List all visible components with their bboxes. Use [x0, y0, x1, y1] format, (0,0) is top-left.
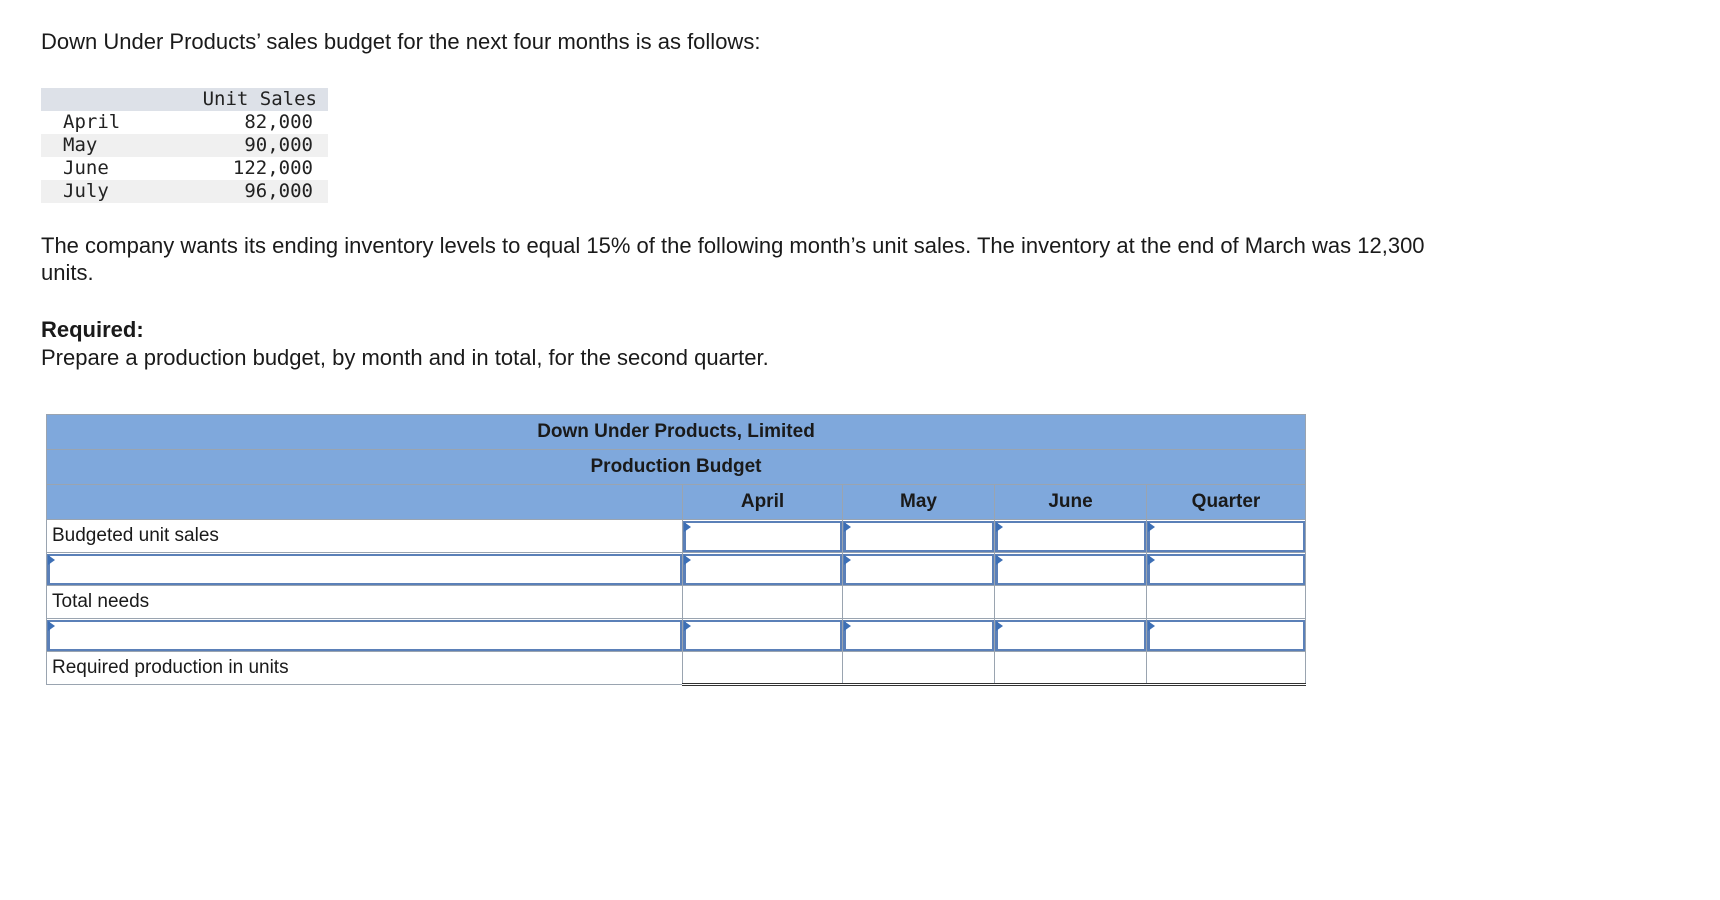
line-item-2-june-input[interactable] — [995, 620, 1146, 651]
line-item-2-label-cell — [47, 619, 683, 652]
sales-month: April — [41, 111, 188, 134]
row-label-total-needs: Total needs — [47, 586, 683, 619]
col-header-quarter: Quarter — [1147, 485, 1306, 520]
cell-april — [683, 520, 843, 553]
line-item-1-label-cell — [47, 553, 683, 586]
sales-budget-table — [41, 88, 328, 203]
total-needs-quarter-value — [1147, 586, 1306, 619]
production-budget-table — [46, 414, 1306, 686]
cell-june — [995, 520, 1147, 553]
required-production-april-value — [683, 652, 843, 685]
budgeted-sales-quarter-input[interactable] — [1147, 521, 1305, 552]
required-production-may-value — [843, 652, 995, 685]
cell-june — [995, 619, 1147, 652]
line-item-2-may-input[interactable] — [843, 620, 994, 651]
sales-units: 82,000 — [188, 111, 328, 134]
line-item-2-quarter-input[interactable] — [1147, 620, 1305, 651]
budgeted-sales-april-input[interactable] — [683, 521, 842, 552]
row-label-required-production: Required production in units — [47, 652, 683, 685]
row-total-needs — [47, 586, 1306, 619]
row-label-budgeted-unit-sales: Budgeted unit sales — [47, 520, 683, 553]
sales-header-blank — [41, 88, 188, 111]
col-header-june: June — [995, 485, 1147, 520]
sales-row — [41, 111, 328, 134]
budgeted-sales-june-input[interactable] — [995, 521, 1146, 552]
sales-units: 122,000 — [188, 157, 328, 180]
sales-month: May — [41, 134, 188, 157]
col-header-may: May — [843, 485, 995, 520]
line-item-1-label-input[interactable] — [47, 554, 682, 585]
cell-quarter — [1147, 619, 1306, 652]
cell-june — [995, 553, 1147, 586]
line-item-1-may-input[interactable] — [843, 554, 994, 585]
cell-april — [683, 619, 843, 652]
line-item-1-quarter-input[interactable] — [1147, 554, 1305, 585]
budget-header-blank — [47, 485, 683, 520]
required-production-june-value — [995, 652, 1147, 685]
required-production-quarter-value — [1147, 652, 1306, 685]
row-line-item-2 — [47, 619, 1306, 652]
sales-header-unit-sales: Unit Sales — [188, 88, 328, 111]
row-budgeted-unit-sales — [47, 520, 1306, 553]
required-text: Prepare a production budget, by month and in total, for the second quarter. — [41, 345, 769, 370]
col-header-april: April — [683, 485, 843, 520]
budget-title: Production Budget — [47, 450, 1306, 485]
total-needs-june-value — [995, 586, 1147, 619]
sales-units: 90,000 — [188, 134, 328, 157]
line-item-1-april-input[interactable] — [683, 554, 842, 585]
required-label: Required: — [41, 317, 144, 342]
line-item-1-june-input[interactable] — [995, 554, 1146, 585]
sales-month: July — [41, 180, 188, 203]
budget-company-name: Down Under Products, Limited — [47, 415, 1306, 450]
inventory-paragraph: The company wants its ending inventory levels to equal 15% of the following month’s unit sales. The inventory at the end of March was 12,300 units. — [41, 233, 1425, 285]
cell-may — [843, 619, 995, 652]
sales-units: 96,000 — [188, 180, 328, 203]
intro-text: Down Under Products’ sales budget for the next four months is as follows: — [41, 29, 761, 54]
sales-row — [41, 134, 328, 157]
cell-may — [843, 520, 995, 553]
sales-month: June — [41, 157, 188, 180]
cell-april — [683, 553, 843, 586]
cell-quarter — [1147, 553, 1306, 586]
line-item-2-label-input[interactable] — [47, 620, 682, 651]
total-needs-may-value — [843, 586, 995, 619]
cell-quarter — [1147, 520, 1306, 553]
row-line-item-1 — [47, 553, 1306, 586]
budgeted-sales-may-input[interactable] — [843, 521, 994, 552]
total-needs-april-value — [683, 586, 843, 619]
row-required-production — [47, 652, 1306, 685]
sales-row — [41, 180, 328, 203]
sales-row — [41, 157, 328, 180]
cell-may — [843, 553, 995, 586]
line-item-2-april-input[interactable] — [683, 620, 842, 651]
